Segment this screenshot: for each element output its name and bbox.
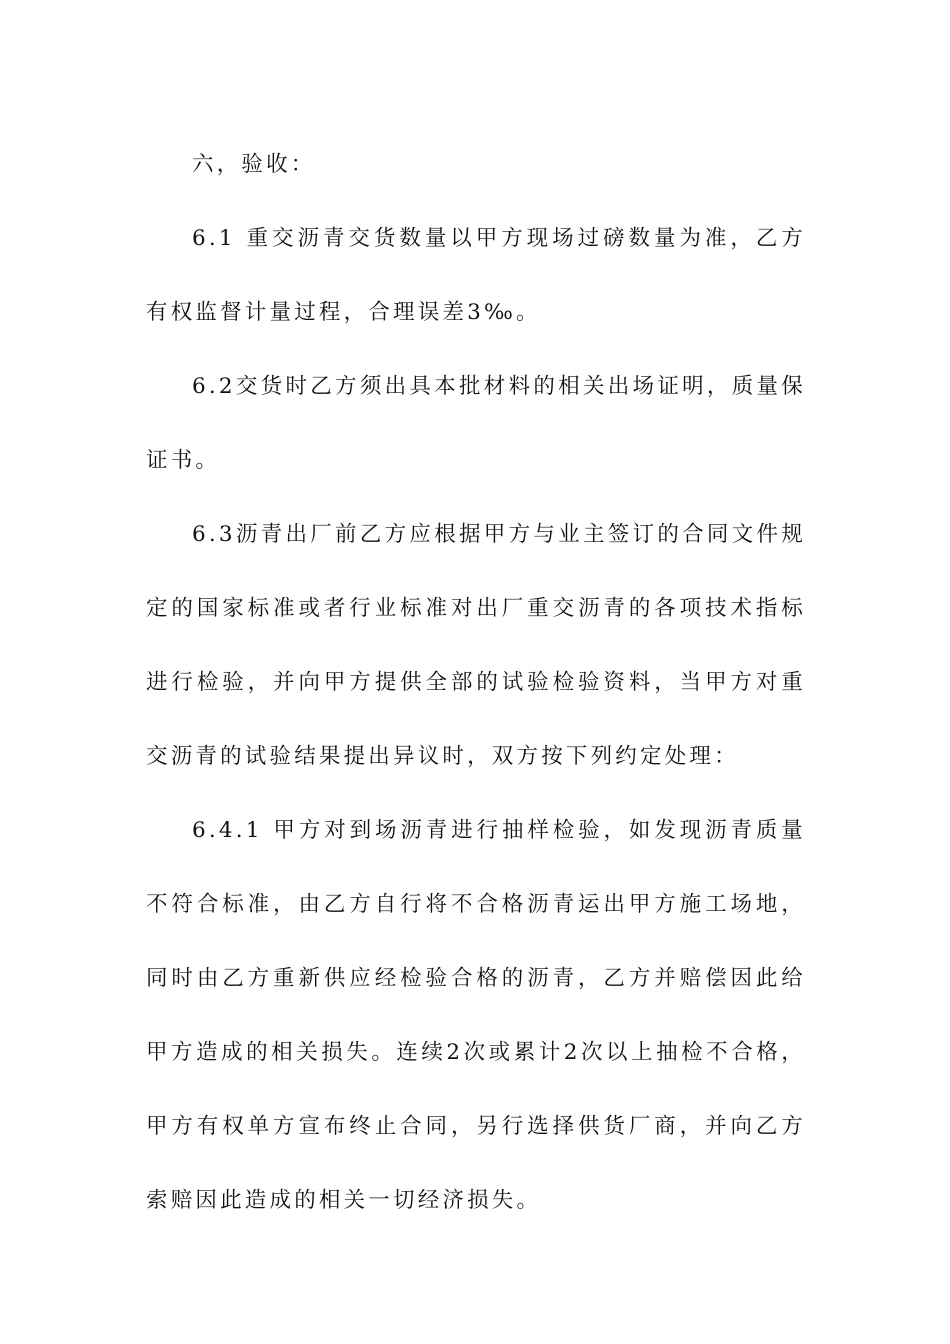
section-heading: 六，验收： bbox=[192, 152, 316, 177]
paragraph-6-1: 6.1 重交沥青交货数量以甲方现场过磅数量为准，乙方有权监督计量过程，合理误差3‰。 bbox=[146, 226, 806, 325]
paragraph-6-3: 6.3沥青出厂前乙方应根据甲方与业主签订的合同文件规定的国家标准或者行业标准对出厂重交沥青的各项技术指标进行检验，并向甲方提供全部的试验检验资料，当甲方对重交沥青的试验结果提出异议时，双方按下列约定处理： bbox=[146, 522, 806, 769]
paragraph-6-2: 6.2交货时乙方须出具本批材料的相关出场证明，质量保证书。 bbox=[146, 374, 806, 473]
paragraph-6-4-1: 6.4.1 甲方对到场沥青进行抽样检验，如发现沥青质量不符合标准，由乙方自行将不合格沥青运出甲方施工场地，同时由乙方重新供应经检验合格的沥青，乙方并赔偿因此给甲方造成的相关损失。连续2次或累计2次以上抽检不合格，甲方有权单方宣布终止合同，另行选择供货厂商，并向乙方索赔因此造成的相关一切经济损失。 bbox=[146, 818, 806, 1213]
document-body bbox=[146, 128, 806, 1238]
